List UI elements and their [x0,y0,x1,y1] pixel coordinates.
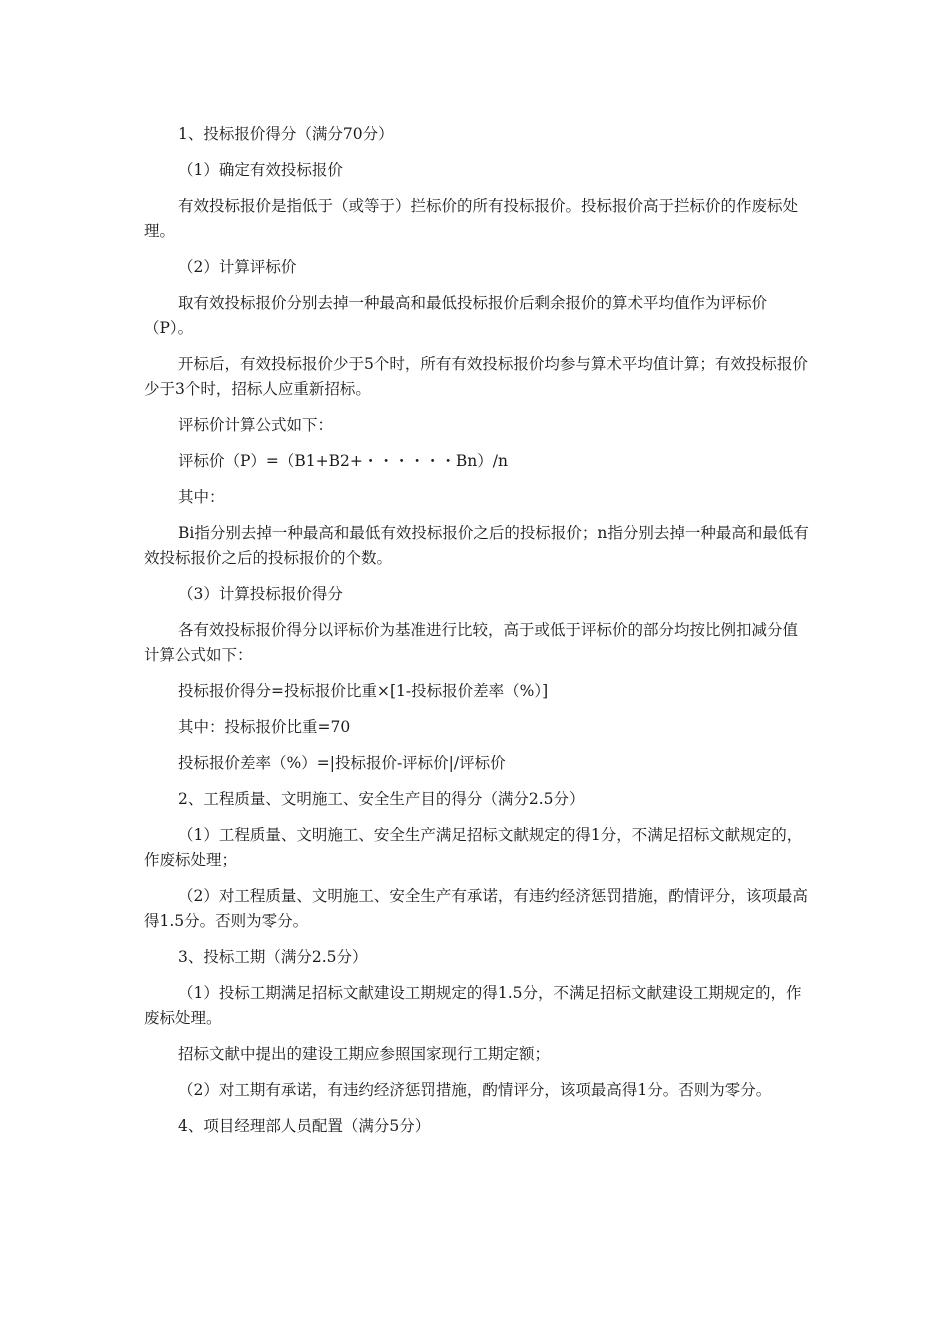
paragraph-duration-requirement: （1）投标工期满足招标文献建设工期规定的得1.5分，不满足招标文献建设工期规定的，作废标处理。 [144,984,802,1027]
section-heading-quality-safety: 2、工程质量、文明施工、安全生产目的得分（满分2.5分） [178,790,585,808]
formula-bid-deviation: 投标报价差率（%）=|投标报价-评标价|/评标价 [178,754,506,772]
subheading-valid-bid-price: （1）确定有效投标报价 [178,161,343,179]
paragraph-valid-bid-definition: 有效投标报价是指低于（或等于）拦标价的所有投标报价。投标报价高于拦标价的作废标处理。 [144,197,799,240]
paragraph-quality-requirement: （1）工程质量、文明施工、安全生产满足招标文献规定的得1分，不满足招标文献规定的，作废标处理； [144,826,803,869]
formula-evaluation-price: 评标价（P）=（B1+B2+・・・・・・Bn）/n [178,452,508,470]
paragraph-where: 其中： [178,488,225,506]
section-heading-bid-price-score: 1、投标报价得分（满分70分） [178,125,394,143]
document-body [144,122,812,1150]
paragraph-bid-weight: 其中：投标报价比重=70 [178,718,351,736]
paragraph-duration-reference: 招标文献中提出的建设工期应参照国家现行工期定额； [178,1045,551,1063]
paragraph-formula-intro: 评标价计算公式如下： [178,416,334,434]
paragraph-evaluation-price-method: 取有效投标报价分别去掉一种最高和最低投标报价后剩余报价的算术平均值作为评标价（P）。 [144,294,768,337]
paragraph-score-comparison: 各有效投标报价得分以评标价为基准进行比较，高于或低于评标价的部分均按比例扣减分值计算公式如下： [144,621,799,664]
subheading-evaluation-price: （2）计算评标价 [178,258,297,276]
paragraph-quality-commitment: （2）对工程质量、文明施工、安全生产有承诺，有违约经济惩罚措施，酌情评分，该项最高得1.5分。否则为零分。 [144,887,808,930]
section-heading-bid-duration: 3、投标工期（满分2.5分） [178,948,368,966]
paragraph-duration-commitment: （2）对工期有承诺，有违约经济惩罚措施，酌情评分，该项最高得1分。否则为零分。 [178,1081,772,1099]
paragraph-bid-count-rule: 开标后，有效投标报价少于5个时，所有有效投标报价均参与算术平均值计算；有效投标报价少于3个时，招标人应重新招标。 [144,355,808,398]
section-heading-project-staffing: 4、项目经理部人员配置（满分5分） [178,1117,431,1135]
paragraph-variable-definitions: Bi指分别去掉一种最高和最低有效投标报价之后的投标报价；n指分别去掉一种最高和最低有效投标报价之后的投标报价的个数。 [144,524,809,567]
subheading-bid-score-calc: （3）计算投标报价得分 [178,585,343,603]
formula-bid-score: 投标报价得分=投标报价比重×[1-投标报价差率（%）] [178,682,549,700]
